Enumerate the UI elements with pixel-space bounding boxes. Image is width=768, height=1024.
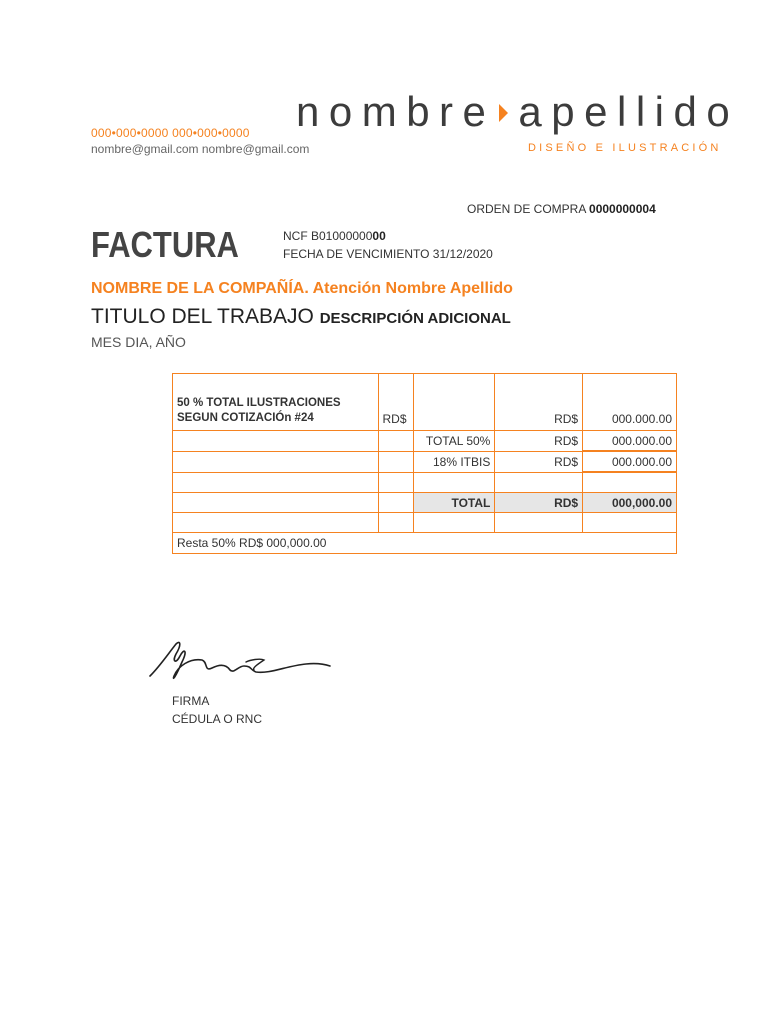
tagline: DISEÑO E ILUSTRACIÓN — [528, 142, 722, 154]
total-label: TOTAL — [413, 493, 495, 513]
item-description: 50 % TOTAL ILUSTRACIONES SEGUN COTIZACIÓn #24 — [173, 374, 379, 431]
id-label: CÉDULA O RNC — [172, 712, 263, 726]
company-name: NOMBRE DE LA COMPAÑÍA. Atención Nombre Apellido — [91, 280, 513, 297]
phone-numbers: 000•000•0000 000•000•0000 — [91, 126, 250, 140]
ncf-suffix: 00 — [372, 229, 386, 243]
table-row — [173, 533, 677, 554]
table-row — [173, 472, 677, 493]
order-number: 0000000004 — [589, 202, 656, 216]
table-row — [173, 493, 677, 513]
invoice-table — [172, 373, 677, 554]
total50-label: TOTAL 50% — [413, 431, 495, 452]
signature-label: FIRMA — [172, 694, 210, 708]
job-title — [91, 305, 511, 329]
invoice-title: FACTURA — [91, 224, 239, 265]
order-label: ORDEN DE COMPRA — [467, 202, 590, 216]
item-amount: 000.000.00 — [583, 374, 677, 431]
total50-currency: RD$ — [495, 431, 583, 452]
itbis-currency: RD$ — [495, 451, 583, 472]
total50-amount: 000.000.00 — [583, 431, 677, 452]
total-currency: RD$ — [495, 493, 583, 513]
job-title-text: TITULO DEL TRABAJO — [91, 305, 320, 328]
table-row — [173, 451, 677, 472]
purchase-order — [467, 202, 656, 216]
brand-logo — [296, 88, 739, 136]
due-date: FECHA DE VENCIMIENTO 31/12/2020 — [283, 247, 493, 261]
ncf-prefix: NCF B01000000 — [283, 229, 373, 243]
item-currency: RD$ — [378, 374, 413, 431]
brand-first-name: nombre — [296, 88, 496, 135]
table-row — [173, 513, 677, 533]
arrow-icon — [499, 104, 508, 122]
remaining-balance: Resta 50% RD$ 000,000.00 — [173, 533, 677, 554]
email-addresses: nombre@gmail.com nombre@gmail.com — [91, 142, 310, 156]
signature-image — [146, 636, 336, 686]
ncf-number — [283, 229, 386, 243]
job-subtitle: DESCRIPCIÓN ADICIONAL — [319, 310, 511, 327]
invoice-date: MES DIA, AÑO — [91, 334, 186, 350]
total-amount: 000,000.00 — [583, 493, 677, 513]
table-row — [173, 431, 677, 452]
item-currency-2: RD$ — [495, 374, 583, 431]
itbis-amount: 000.000.00 — [583, 451, 677, 472]
itbis-label: 18% ITBIS — [413, 451, 495, 472]
table-row — [173, 374, 677, 431]
brand-last-name: apellido — [518, 88, 740, 135]
